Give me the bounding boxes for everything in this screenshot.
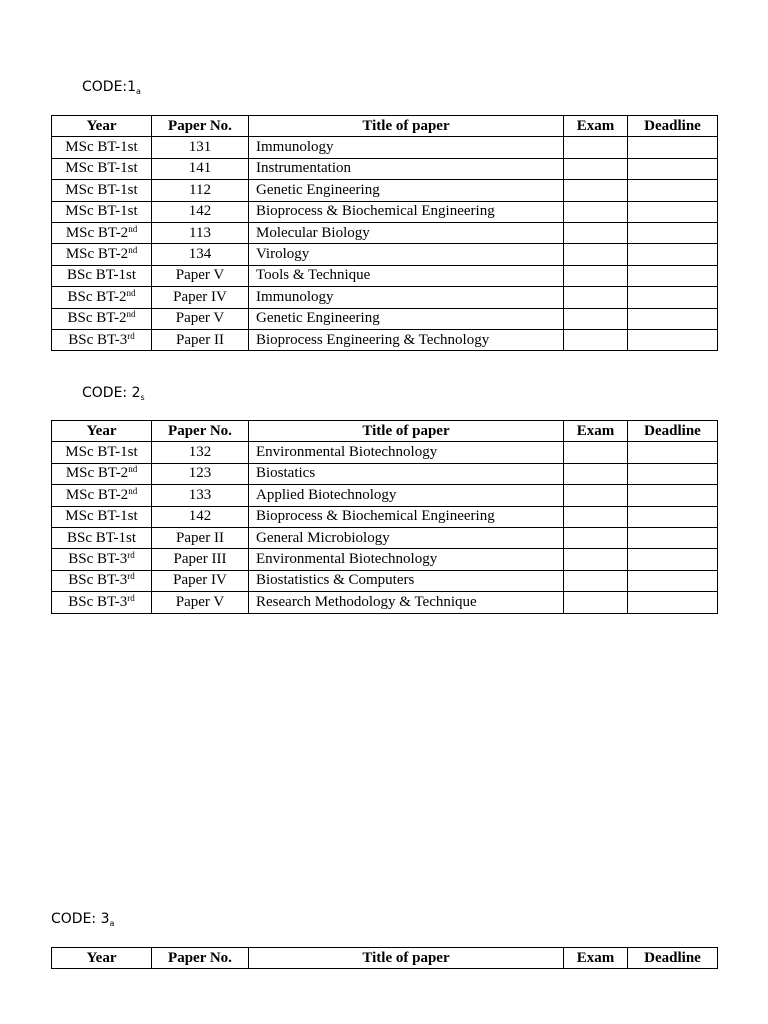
year-ordinal-suffix: nd	[126, 309, 136, 320]
header-year: Year	[52, 421, 152, 442]
paper-no-cell: 133	[152, 485, 249, 506]
deadline-cell	[628, 180, 718, 201]
year-ordinal-suffix: nd	[128, 485, 138, 496]
year-cell	[52, 287, 152, 308]
exam-cell	[564, 329, 628, 350]
paper-no-cell: Paper III	[152, 549, 249, 570]
deadline-cell	[628, 570, 718, 591]
section-1-code: CODE:1	[82, 79, 137, 95]
deadline-cell	[628, 244, 718, 265]
exam-cell	[564, 570, 628, 591]
exam-cell	[564, 506, 628, 527]
exam-cell	[564, 442, 628, 463]
title-cell: Tools & Technique	[249, 265, 564, 286]
header-paper-no: Paper No.	[152, 421, 249, 442]
year-cell	[52, 549, 152, 570]
title-cell: Virology	[249, 244, 564, 265]
year-text: BSc BT-2	[67, 310, 127, 327]
table-row	[52, 265, 718, 286]
exam-cell	[564, 549, 628, 570]
header-title: Title of paper	[249, 421, 564, 442]
paper-no-cell: 141	[152, 158, 249, 179]
exam-cell	[564, 485, 628, 506]
year-ordinal-suffix: rd	[127, 571, 135, 582]
paper-no-cell: Paper V	[152, 265, 249, 286]
header-exam: Exam	[564, 948, 628, 969]
exam-cell	[564, 222, 628, 243]
table-row	[52, 201, 718, 222]
year-cell	[52, 180, 152, 201]
deadline-cell	[628, 549, 718, 570]
year-cell	[52, 137, 152, 158]
section-3-code-subscript: a	[109, 919, 115, 928]
paper-no-cell: 142	[152, 506, 249, 527]
title-cell: Genetic Engineering	[249, 180, 564, 201]
year-text: MSc BT-1st	[65, 508, 138, 525]
paper-no-cell: 132	[152, 442, 249, 463]
table-header-row	[52, 116, 718, 137]
exam-cell	[564, 137, 628, 158]
exam-cell	[564, 265, 628, 286]
year-cell	[52, 527, 152, 548]
deadline-cell	[628, 265, 718, 286]
year-cell	[52, 463, 152, 484]
deadline-cell	[628, 158, 718, 179]
title-cell: Immunology	[249, 287, 564, 308]
year-ordinal-suffix: nd	[126, 287, 136, 298]
year-cell	[52, 592, 152, 613]
deadline-cell	[628, 287, 718, 308]
paper-no-cell: Paper II	[152, 329, 249, 350]
year-ordinal-suffix: rd	[127, 592, 135, 603]
header-deadline: Deadline	[628, 116, 718, 137]
year-text: MSc BT-2	[65, 246, 129, 263]
deadline-cell	[628, 308, 718, 329]
year-cell	[52, 265, 152, 286]
header-year: Year	[52, 116, 152, 137]
year-ordinal-suffix: rd	[127, 550, 135, 561]
deadline-cell	[628, 592, 718, 613]
year-cell	[52, 570, 152, 591]
table-row	[52, 137, 718, 158]
paper-no-cell: Paper V	[152, 592, 249, 613]
title-cell: Bioprocess & Biochemical Engineering	[249, 201, 564, 222]
table-row	[52, 549, 718, 570]
header-paper-no: Paper No.	[152, 948, 249, 969]
deadline-cell	[628, 329, 718, 350]
table-row	[52, 592, 718, 613]
year-text: MSc BT-2	[65, 486, 129, 503]
table-row	[52, 485, 718, 506]
exam-cell	[564, 244, 628, 265]
year-cell	[52, 158, 152, 179]
table-row	[52, 222, 718, 243]
section-1-code-subscript: a	[136, 87, 141, 96]
table-row	[52, 158, 718, 179]
table-header-row	[52, 948, 718, 969]
title-cell: Immunology	[249, 137, 564, 158]
table-row	[52, 506, 718, 527]
year-cell	[52, 329, 152, 350]
paper-no-cell: Paper IV	[152, 570, 249, 591]
deadline-cell	[628, 485, 718, 506]
table-row	[52, 527, 718, 548]
year-cell	[52, 222, 152, 243]
year-text: BSc BT-1st	[66, 267, 137, 284]
section-3-code: CODE: 3	[51, 911, 110, 927]
header-exam: Exam	[564, 116, 628, 137]
paper-no-cell: 131	[152, 137, 249, 158]
title-cell: Biostatistics & Computers	[249, 570, 564, 591]
paper-no-cell: 112	[152, 180, 249, 201]
papers-table-3	[51, 947, 718, 969]
table-header-row	[52, 421, 718, 442]
year-cell	[52, 506, 152, 527]
title-cell: Applied Biotechnology	[249, 485, 564, 506]
paper-no-cell: 123	[152, 463, 249, 484]
header-title: Title of paper	[249, 948, 564, 969]
year-ordinal-suffix: nd	[128, 464, 138, 475]
title-cell: Bioprocess Engineering & Technology	[249, 329, 564, 350]
year-text: MSc BT-2	[65, 465, 129, 482]
year-text: BSc BT-3	[68, 551, 128, 568]
exam-cell	[564, 463, 628, 484]
exam-cell	[564, 158, 628, 179]
year-ordinal-suffix: nd	[128, 223, 138, 234]
table-row	[52, 244, 718, 265]
year-text: BSc BT-3	[68, 331, 128, 348]
deadline-cell	[628, 442, 718, 463]
title-cell: Environmental Biotechnology	[249, 549, 564, 570]
deadline-cell	[628, 137, 718, 158]
year-ordinal-suffix: rd	[127, 330, 135, 341]
year-cell	[52, 308, 152, 329]
papers-table-1	[51, 115, 718, 351]
year-ordinal-suffix: nd	[128, 245, 138, 256]
header-deadline: Deadline	[628, 948, 718, 969]
year-cell	[52, 201, 152, 222]
table-row	[52, 570, 718, 591]
title-cell: Genetic Engineering	[249, 308, 564, 329]
header-exam: Exam	[564, 421, 628, 442]
papers-table-2	[51, 420, 718, 614]
year-text: MSc BT-1st	[65, 160, 138, 177]
title-cell: Research Methodology & Technique	[249, 592, 564, 613]
section-2-code-subscript: s	[140, 393, 145, 402]
table-row	[52, 308, 718, 329]
title-cell: Bioprocess & Biochemical Engineering	[249, 506, 564, 527]
paper-no-cell: Paper II	[152, 527, 249, 548]
paper-no-cell: Paper V	[152, 308, 249, 329]
paper-no-cell: 113	[152, 222, 249, 243]
table-row	[52, 287, 718, 308]
deadline-cell	[628, 463, 718, 484]
title-cell: Instrumentation	[249, 158, 564, 179]
title-cell: General Microbiology	[249, 527, 564, 548]
exam-cell	[564, 592, 628, 613]
year-cell	[52, 442, 152, 463]
year-cell	[52, 244, 152, 265]
year-text: MSc BT-1st	[65, 181, 138, 198]
section-3-code-label	[51, 911, 114, 932]
header-paper-no: Paper No.	[152, 116, 249, 137]
title-cell: Environmental Biotechnology	[249, 442, 564, 463]
exam-cell	[564, 287, 628, 308]
deadline-cell	[628, 201, 718, 222]
year-text: BSc BT-2	[67, 288, 127, 305]
paper-no-cell: Paper IV	[152, 287, 249, 308]
year-text: MSc BT-1st	[65, 444, 138, 461]
table-row	[52, 463, 718, 484]
year-text: MSc BT-1st	[65, 139, 138, 156]
header-deadline: Deadline	[628, 421, 718, 442]
deadline-cell	[628, 527, 718, 548]
deadline-cell	[628, 506, 718, 527]
section-2-code: CODE: 2	[82, 385, 141, 401]
header-title: Title of paper	[249, 116, 564, 137]
table-row	[52, 180, 718, 201]
exam-cell	[564, 527, 628, 548]
section-1-code-label	[82, 79, 141, 100]
paper-no-cell: 142	[152, 201, 249, 222]
exam-cell	[564, 180, 628, 201]
title-cell: Molecular Biology	[249, 222, 564, 243]
year-text: BSc BT-3	[68, 572, 128, 589]
year-text: BSc BT-3	[68, 593, 128, 610]
paper-no-cell: 134	[152, 244, 249, 265]
table-row	[52, 442, 718, 463]
header-year: Year	[52, 948, 152, 969]
year-text: MSc BT-1st	[65, 203, 138, 220]
exam-cell	[564, 201, 628, 222]
exam-cell	[564, 308, 628, 329]
table-row	[52, 329, 718, 350]
year-text: BSc BT-1st	[66, 529, 137, 546]
deadline-cell	[628, 222, 718, 243]
year-text: MSc BT-2	[65, 224, 129, 241]
section-2-code-label	[82, 385, 145, 406]
title-cell: Biostatics	[249, 463, 564, 484]
year-cell	[52, 485, 152, 506]
